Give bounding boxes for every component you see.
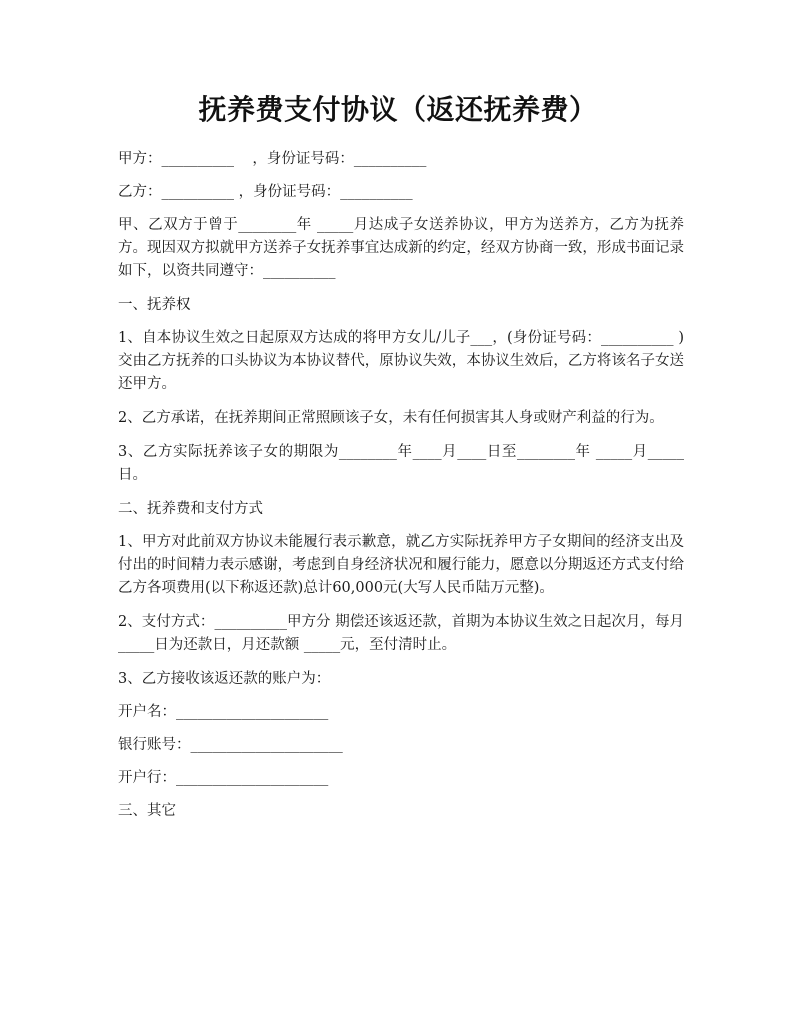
section-heading-custody: 一、抚养权 xyxy=(118,297,191,313)
document-body xyxy=(118,148,689,833)
bank-branch-line: 开户行：_____________________ xyxy=(118,770,329,786)
section-heading-other: 三、其它 xyxy=(118,803,176,819)
custody-clause-3: 3、乙方实际抚养该子女的期限为________年____月____日至________年 _____月_____日。 xyxy=(118,444,684,483)
payment-clause-3: 3、乙方接收该返还款的账户为： xyxy=(118,671,331,687)
document-title: 抚养费支付协议（返还抚养费） xyxy=(198,93,598,126)
payment-clause-2: 2、支付方式：__________甲方分 期偿还该返还款，首期为本协议生效之日起次月，每月 _____日为还款日，月还款额 _____元，至付清时止。 xyxy=(118,614,689,653)
custody-clause-1: 1、自本协议生效之日起原双方达成的将甲方女儿/儿子___，(身份证号码：__________ )交由乙方抚养的口头协议为本协议替代，原协议失效，本协议生效后，乙方将该名子女送还甲方。 xyxy=(118,330,684,392)
preamble-paragraph: 甲、乙双方于曾于________年 _____月达成子女送养协议，甲方为送养方，乙方为抚养方。现因双方拟就甲方送养子女抚养事宜达成新的约定，经双方协商一致，形成书面记录如下，以资共同遵守：__________ xyxy=(118,217,684,279)
custody-clause-2: 2、乙方承诺，在抚养期间正常照顾该子女，未有任何损害其人身或财产利益的行为。 xyxy=(118,410,664,426)
account-name-line: 开户名：_____________________ xyxy=(118,704,329,720)
party-b-line: 乙方：__________ ，身份证号码：__________ xyxy=(118,184,413,200)
bank-account-line: 银行账号：_____________________ xyxy=(118,737,343,753)
party-a-line: 甲方：__________ ，身份证号码：__________ xyxy=(118,151,427,167)
payment-clause-1: 1、甲方对此前双方协议未能履行表示歉意，就乙方实际抚养甲方子女期间的经济支出及付出的时间精力表示感谢，考虑到自身经济状况和履行能力，愿意以分期返还方式支付给乙方各项费用(以下称返还款)总计60,000元(大写人民币陆万元整)。 xyxy=(118,534,684,596)
section-heading-payment: 二、抚养费和支付方式 xyxy=(118,501,263,517)
